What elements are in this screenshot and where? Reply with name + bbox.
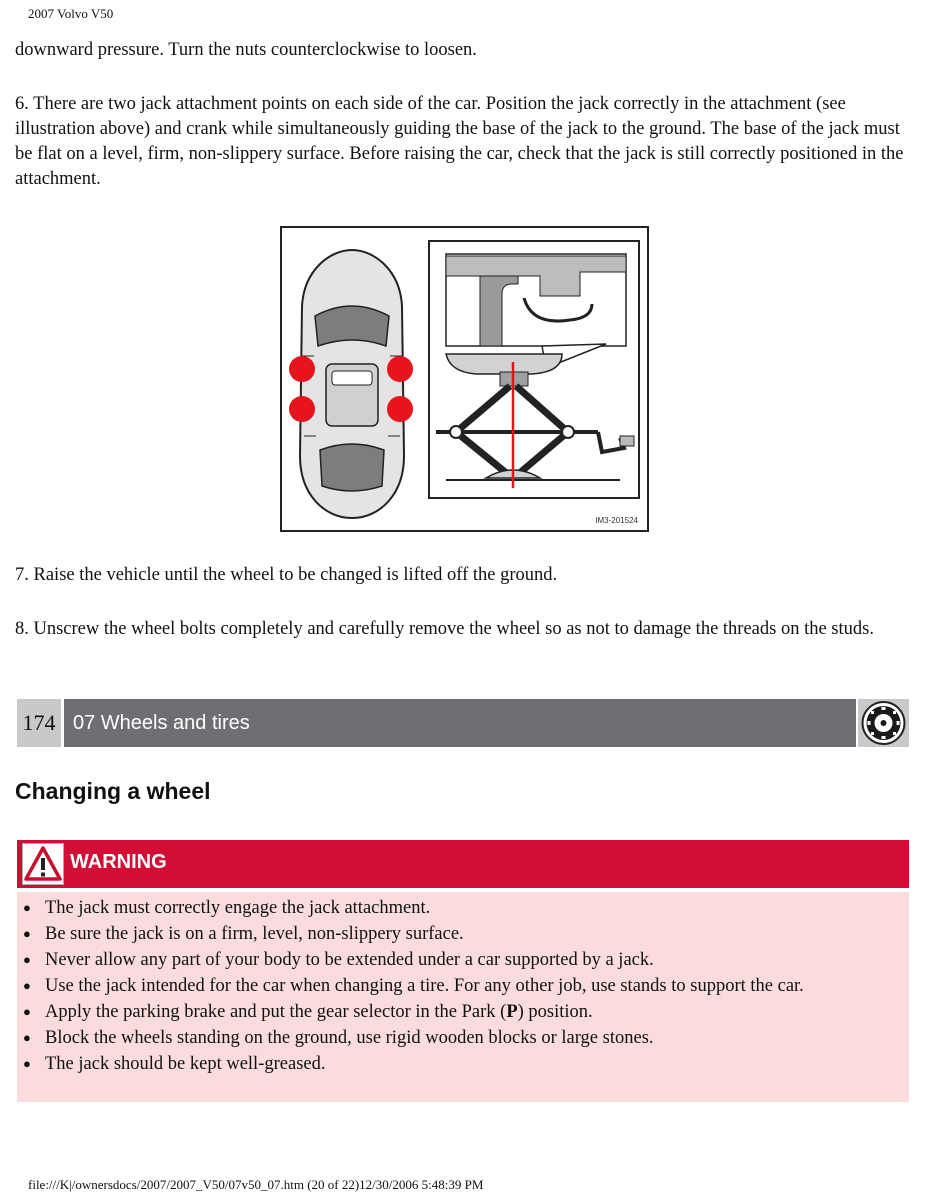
bullet-icon: ● xyxy=(23,978,31,993)
warning-title: WARNING xyxy=(70,851,167,873)
footer-file-path: file:///K|/ownersdocs/2007/2007_V50/07v50_07.htm (20 of 22)12/30/2006 5:48:39 PM xyxy=(28,1177,484,1192)
warning-body xyxy=(17,892,909,1102)
warning-item-park-text: Apply the parking brake and put the gear selector in the Park (P) position. xyxy=(45,1002,593,1022)
section-heading: Changing a wheel xyxy=(15,778,211,804)
warning-item xyxy=(23,999,901,1025)
bullet-icon: ● xyxy=(23,926,31,941)
jack-attachment-zoom xyxy=(446,254,626,346)
bullet-icon: ● xyxy=(23,952,31,967)
figure-code: IM3-201524 xyxy=(595,516,638,525)
paragraph-step-8: 8. Unscrew the wheel bolts completely and carefully remove the wheel so as not to damage the threads on the studs. xyxy=(15,619,874,639)
jack-illustration xyxy=(280,226,649,532)
jack-point-front-right xyxy=(387,356,413,382)
warning-header xyxy=(17,840,909,888)
bullet-icon: ● xyxy=(23,1056,31,1071)
park-letter: P xyxy=(506,1002,518,1022)
warning-list xyxy=(23,895,901,1077)
bullet-icon: ● xyxy=(23,1004,31,1019)
chapter-bar xyxy=(17,699,909,747)
page-number: 174 xyxy=(17,699,61,747)
paragraph-loosen-nuts: downward pressure. Turn the nuts counterclockwise to loosen. xyxy=(15,40,477,60)
warning-item: ● Use the jack intended for the car when changing a tire. For any other job, use stands to support the car. xyxy=(23,973,901,999)
jack-point-rear-left xyxy=(289,396,315,422)
warning-item: ● Block the wheels standing on the ground, use rigid wooden blocks or large stones. xyxy=(23,1025,901,1051)
warning-triangle-icon xyxy=(23,844,63,884)
document-title: 2007 Volvo V50 xyxy=(28,6,114,21)
warning-item: ● Be sure the jack is on a firm, level, non-slippery surface. xyxy=(23,921,901,947)
car-top-view xyxy=(300,250,404,518)
paragraph-step-6: 6. There are two jack attachment points on each side of the car. Position the jack correctly in the attachment (see illustration above) and crank while simultaneously guiding the base of the jack to the ground. The base of the jack must be flat on a level, firm, non-slippery surface. Before raising the car, check that the jack is still correctly positioned in the attachment. xyxy=(15,94,904,189)
paragraph-step-7: 7. Raise the vehicle until the wheel to be changed is lifted off the ground. xyxy=(15,565,558,585)
warning-icon-box xyxy=(22,843,64,885)
jack-point-front-left xyxy=(289,356,315,382)
warning-item: ● The jack should be kept well-greased. xyxy=(23,1051,901,1077)
tire-icon xyxy=(858,699,909,747)
bullet-icon: ● xyxy=(23,1030,31,1045)
chapter-icon-box xyxy=(858,699,909,747)
warning-item: ● Never allow any part of your body to be extended under a car supported by a jack. xyxy=(23,947,901,973)
bullet-icon: ● xyxy=(23,900,31,915)
warning-item: ● The jack must correctly engage the jack attachment. xyxy=(23,895,901,921)
chapter-title: 07 Wheels and tires xyxy=(64,699,856,747)
jack-point-rear-right xyxy=(387,396,413,422)
